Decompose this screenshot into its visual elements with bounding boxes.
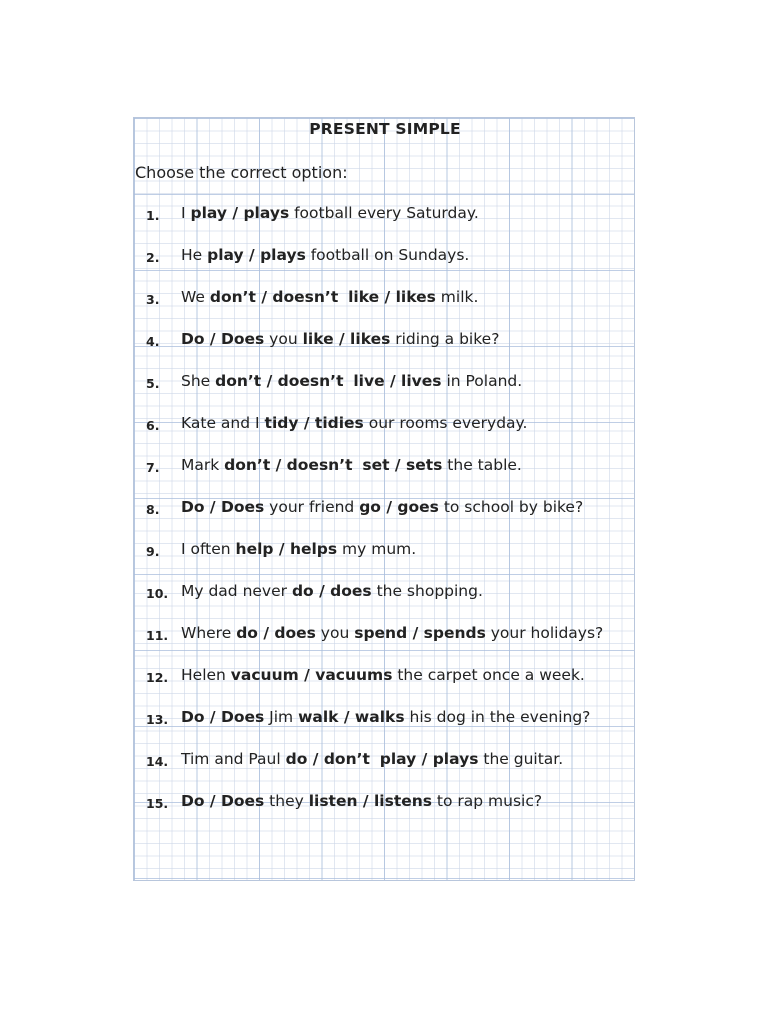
sentence-text: Mark bbox=[181, 456, 225, 474]
answer-options: tidy / tidies bbox=[264, 414, 364, 432]
sentence-text bbox=[370, 750, 380, 768]
sentence-text: riding a bike? bbox=[390, 330, 500, 348]
sentence-text: I bbox=[181, 204, 191, 222]
exercise-sentence bbox=[181, 330, 499, 348]
exercise-sentence bbox=[181, 372, 522, 390]
exercise-number: 5. bbox=[146, 376, 160, 391]
sentence-text: Kate and I bbox=[181, 414, 265, 432]
answer-options: like / likes bbox=[302, 330, 391, 348]
exercise-sentence bbox=[181, 582, 483, 600]
exercise-number: 2. bbox=[146, 250, 160, 265]
sentence-text: Tim and Paul bbox=[181, 750, 286, 768]
exercise-number: 15. bbox=[146, 796, 169, 811]
sentence-text: Jim bbox=[264, 708, 299, 726]
sentence-text bbox=[353, 456, 363, 474]
answer-options: Do / Does bbox=[181, 498, 265, 516]
sentence-text: the guitar. bbox=[478, 750, 564, 768]
sentence-text: She bbox=[181, 372, 216, 390]
sentence-text: to school by bike? bbox=[438, 498, 584, 516]
exercise-number: 8. bbox=[146, 502, 160, 517]
exercise-number: 6. bbox=[146, 418, 160, 433]
answer-options: help / helps bbox=[235, 540, 338, 558]
exercise-sentence bbox=[181, 750, 563, 768]
sentence-text: I often bbox=[181, 540, 236, 558]
exercise-sentence bbox=[181, 204, 479, 222]
answer-options: do / does bbox=[291, 582, 372, 600]
exercise-sentence bbox=[181, 666, 585, 684]
sentence-text: in Poland. bbox=[441, 372, 523, 390]
sentence-text: football on Sundays. bbox=[305, 246, 470, 264]
sentence-text: football every Saturday. bbox=[289, 204, 479, 222]
sentence-text: your holidays? bbox=[485, 624, 604, 642]
exercise-sentence bbox=[181, 540, 416, 558]
instruction-text: Choose the correct option: bbox=[135, 163, 348, 182]
exercise-number: 12. bbox=[146, 670, 169, 685]
exercise-number: 9. bbox=[146, 544, 160, 559]
sentence-text: Helen bbox=[181, 666, 231, 684]
exercise-number: 14. bbox=[146, 754, 169, 769]
exercise-sentence bbox=[181, 498, 583, 516]
sentence-text: your friend bbox=[264, 498, 360, 516]
answer-options: like / likes bbox=[348, 288, 436, 306]
answer-options: do / does bbox=[236, 624, 316, 642]
exercise-sentence bbox=[181, 708, 590, 726]
exercise-sentence bbox=[181, 456, 522, 474]
exercise-number: 11. bbox=[146, 628, 169, 643]
answer-options: set / sets bbox=[362, 456, 443, 474]
worksheet-title: PRESENT SIMPLE bbox=[309, 120, 461, 138]
exercise-number: 3. bbox=[146, 292, 160, 307]
exercise-sentence bbox=[181, 414, 527, 432]
answer-options: spend / spends bbox=[354, 624, 486, 642]
exercise-sentence bbox=[181, 624, 603, 642]
exercise-number: 10. bbox=[146, 586, 169, 601]
exercise-number: 13. bbox=[146, 712, 169, 727]
exercise-number: 4. bbox=[146, 334, 160, 349]
exercise-number: 1. bbox=[146, 208, 160, 223]
exercise-sentence bbox=[181, 792, 542, 810]
answer-options: do / don’t bbox=[285, 750, 370, 768]
answer-options: don’t / doesn’t bbox=[209, 288, 339, 306]
answer-options: vacuum / vacuums bbox=[230, 666, 393, 684]
answer-options: go / goes bbox=[359, 498, 439, 516]
answer-options: live / lives bbox=[353, 372, 442, 390]
exercise-sentence bbox=[181, 288, 478, 306]
answer-options: Do / Does bbox=[181, 708, 265, 726]
answer-options: play / plays bbox=[207, 246, 306, 264]
answer-options: play / plays bbox=[379, 750, 479, 768]
answer-options: don’t / doesn’t bbox=[215, 372, 344, 390]
answer-options: Do / Does bbox=[181, 330, 265, 348]
answer-options: walk / walks bbox=[298, 708, 405, 726]
exercise-sentence bbox=[181, 246, 469, 264]
worksheet bbox=[133, 117, 635, 881]
sentence-text bbox=[338, 288, 348, 306]
answer-options: listen / listens bbox=[308, 792, 432, 810]
answer-options: play / plays bbox=[190, 204, 290, 222]
sentence-text: He bbox=[181, 246, 208, 264]
sentence-text: the shopping. bbox=[371, 582, 483, 600]
sentence-text: our rooms everyday. bbox=[363, 414, 528, 432]
exercise-number: 7. bbox=[146, 460, 160, 475]
sentence-text: his dog in the evening? bbox=[404, 708, 591, 726]
sentence-text: My dad never bbox=[181, 582, 292, 600]
sentence-text: the table. bbox=[442, 456, 522, 474]
sentence-text: you bbox=[315, 624, 355, 642]
sentence-text: you bbox=[264, 330, 303, 348]
sentence-text: milk. bbox=[435, 288, 479, 306]
sentence-text: the carpet once a week. bbox=[392, 666, 585, 684]
sentence-text: they bbox=[264, 792, 309, 810]
sentence-text bbox=[344, 372, 354, 390]
answer-options: don’t / doesn’t bbox=[224, 456, 353, 474]
sentence-text: my mum. bbox=[337, 540, 417, 558]
answer-options: Do / Does bbox=[181, 792, 265, 810]
sentence-text: We bbox=[181, 288, 210, 306]
sentence-text: Where bbox=[181, 624, 237, 642]
sentence-text: to rap music? bbox=[432, 792, 543, 810]
